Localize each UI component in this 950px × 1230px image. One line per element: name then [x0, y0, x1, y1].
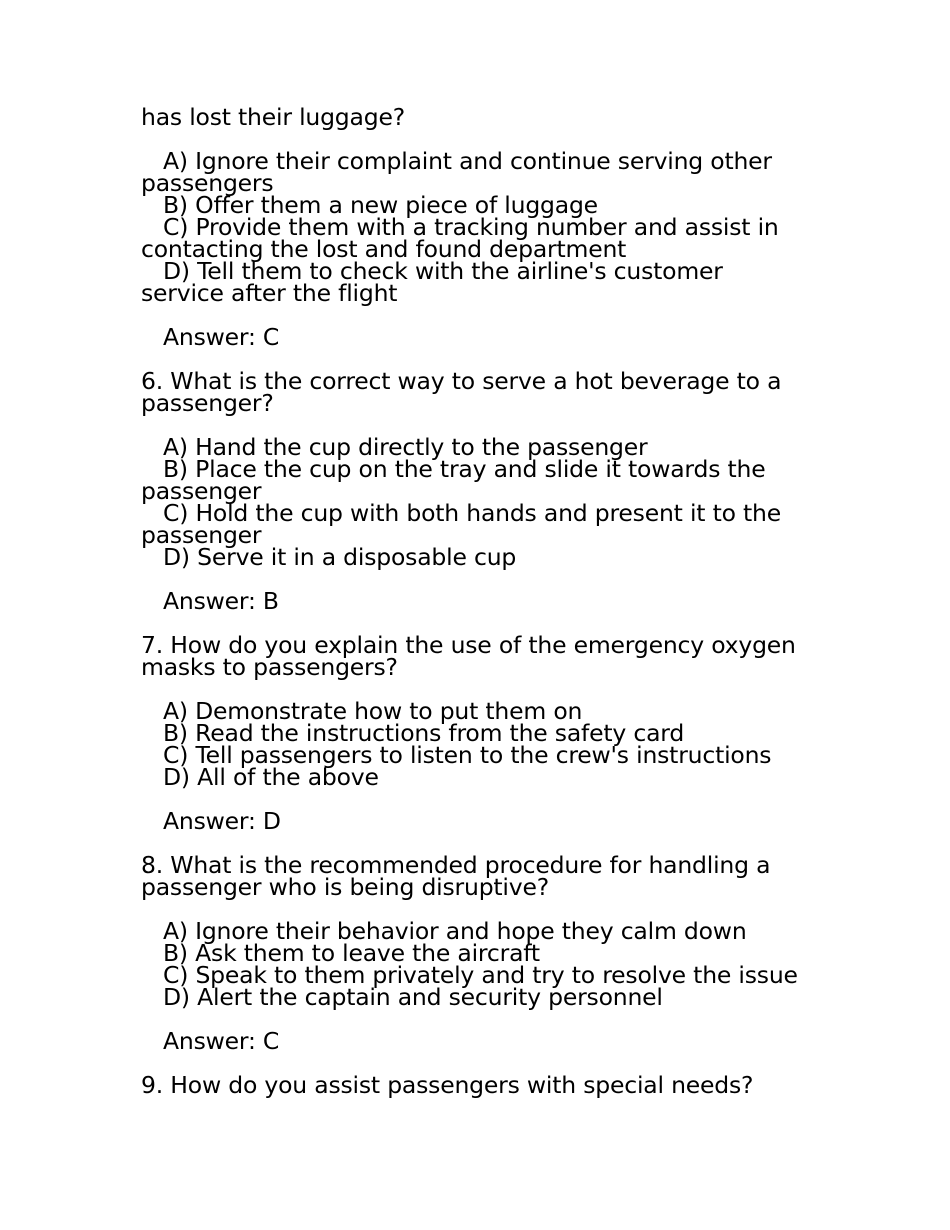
- q6-option-b: B) Place the cup on the tray and slide it towards the: [163, 455, 766, 483]
- q8-option-c: C) Speak to them privately and try to resolve the issue: [163, 961, 798, 989]
- q7-answer: Answer: D: [163, 807, 281, 835]
- q6-option-c: C) Hold the cup with both hands and present it to the: [163, 499, 781, 527]
- q8-option-d: D) Alert the captain and security personnel: [163, 983, 663, 1011]
- q6-option-d: D) Serve it in a disposable cup: [163, 543, 517, 571]
- q7-question: 7. How do you explain the use of the emergency oxygen: [141, 631, 796, 659]
- q8-option-b: B) Ask them to leave the aircraft: [163, 939, 540, 967]
- q6-option-a: A) Hand the cup directly to the passenger: [163, 433, 648, 461]
- q9-question: 9. How do you assist passengers with special needs?: [141, 1071, 754, 1099]
- q5-option-a: A) Ignore their complaint and continue serving other: [163, 147, 772, 175]
- q8-question: 8. What is the recommended procedure for handling a: [141, 851, 771, 879]
- document-body: [141, 103, 821, 1099]
- question-continuation: has lost their luggage?: [141, 103, 405, 131]
- q6-question: 6. What is the correct way to serve a hot beverage to a: [141, 367, 782, 395]
- q8-question-cont: passenger who is being disruptive?: [141, 873, 549, 901]
- q8-answer: Answer: C: [163, 1027, 280, 1055]
- q6-option-c-cont: passenger: [141, 521, 262, 549]
- q6-answer: Answer: B: [163, 587, 279, 615]
- q6-option-b-cont: passenger: [141, 477, 262, 505]
- q5-option-c-cont: contacting the lost and found department: [141, 235, 627, 263]
- q5-option-d: D) Tell them to check with the airline's customer: [163, 257, 723, 285]
- q5-option-b: B) Offer them a new piece of luggage: [163, 191, 598, 219]
- q7-option-c: C) Tell passengers to listen to the crew's instructions: [163, 741, 772, 769]
- q5-answer: Answer: C: [163, 323, 280, 351]
- q5-option-c: C) Provide them with a tracking number and assist in: [163, 213, 779, 241]
- q7-option-d: D) All of the above: [163, 763, 379, 791]
- q7-option-a: A) Demonstrate how to put them on: [163, 697, 583, 725]
- q7-question-cont: masks to passengers?: [141, 653, 398, 681]
- q7-option-b: B) Read the instructions from the safety card: [163, 719, 685, 747]
- q8-option-a: A) Ignore their behavior and hope they calm down: [163, 917, 747, 945]
- q5-option-a-cont: passengers: [141, 169, 274, 197]
- q6-question-cont: passenger?: [141, 389, 274, 417]
- q5-option-d-cont: service after the flight: [141, 279, 398, 307]
